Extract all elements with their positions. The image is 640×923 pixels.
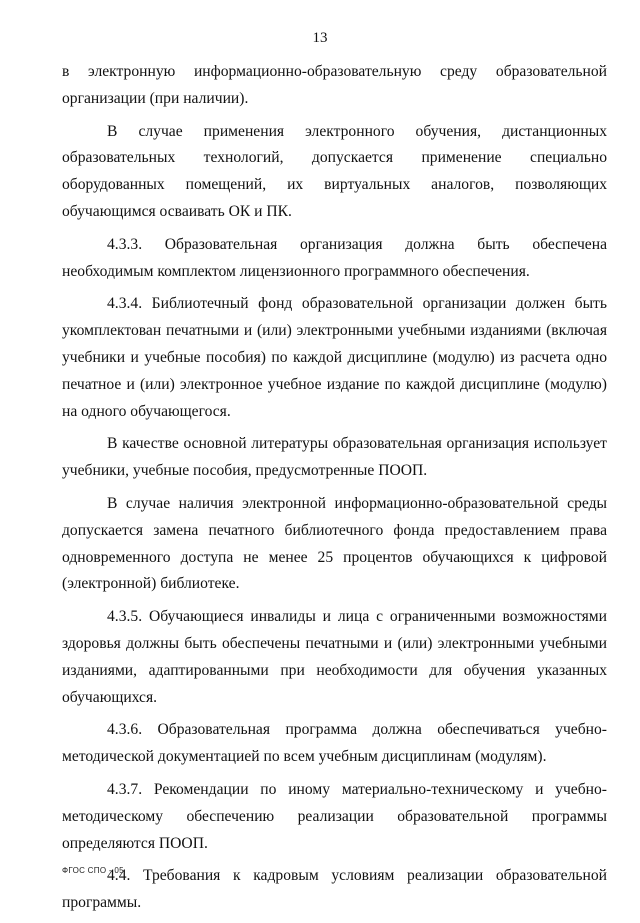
paragraph-4-3-5: 4.3.5. Обучающиеся инвалиды и лица с ограниченными возможностями здоровья должны быть обеспечены печатными и (или) электронными учебными изданиями, адаптированными при необходимости для обучения указанных обучающихся. xyxy=(62,608,607,706)
document-footer: ФГОС СПО - 05 xyxy=(62,866,124,875)
page-number: 13 xyxy=(312,30,328,46)
document-body xyxy=(62,59,607,923)
paragraph-electronic-library: В случае наличия электронной информационно-образовательной среды допускается замена печатного библиотечного фонда предоставлением права одновременного доступа не менее 25 процентов обучающихся к цифровой (электронной) библиотеке. xyxy=(62,494,607,593)
paragraph-4-4: 4.4. Требования к кадровым условиям реализации образовательной программы. xyxy=(62,867,607,912)
paragraph-4-3-4: 4.3.4. Библиотечный фонд образовательной организации должен быть укомплектован печатными и (или) электронными учебными изданиями (включая учебники и учебные пособия) по каждой дисциплине (модулю) из расчета одно печатное и (или) электронное учебное издание по каждой дисциплине (модулю) на одного обучающегося. xyxy=(62,295,607,420)
paragraph-4-3-7: 4.3.7. Рекомендации по иному материально-техническому и учебно-методическому обеспечению реализации образовательной программы определяются ПООП. xyxy=(62,780,607,852)
paragraph-distance-learning: В случае применения электронного обучения, дистанционных образовательных технологий, допускается применение специально оборудованных помещений, их виртуальных аналогов, позволяющих обучающимся осваивать ОК и ПК. xyxy=(62,122,607,220)
paragraph-4-3-6: 4.3.6. Образовательная программа должна обеспечиваться учебно-методической документацией по всем учебным дисциплинам (модулям). xyxy=(62,721,607,766)
paragraph-4-3-3: 4.3.3. Образовательная организация должна быть обеспечена необходимым комплектом лицензионного программного обеспечения. xyxy=(62,235,607,280)
paragraph-continuation: в электронную информационно-образовательную среду образовательной организации (при наличии). xyxy=(62,63,607,107)
paragraph-main-literature: В качестве основной литературы образовательная организация использует учебники, учебные пособия, предусмотренные ПООП. xyxy=(62,435,607,480)
